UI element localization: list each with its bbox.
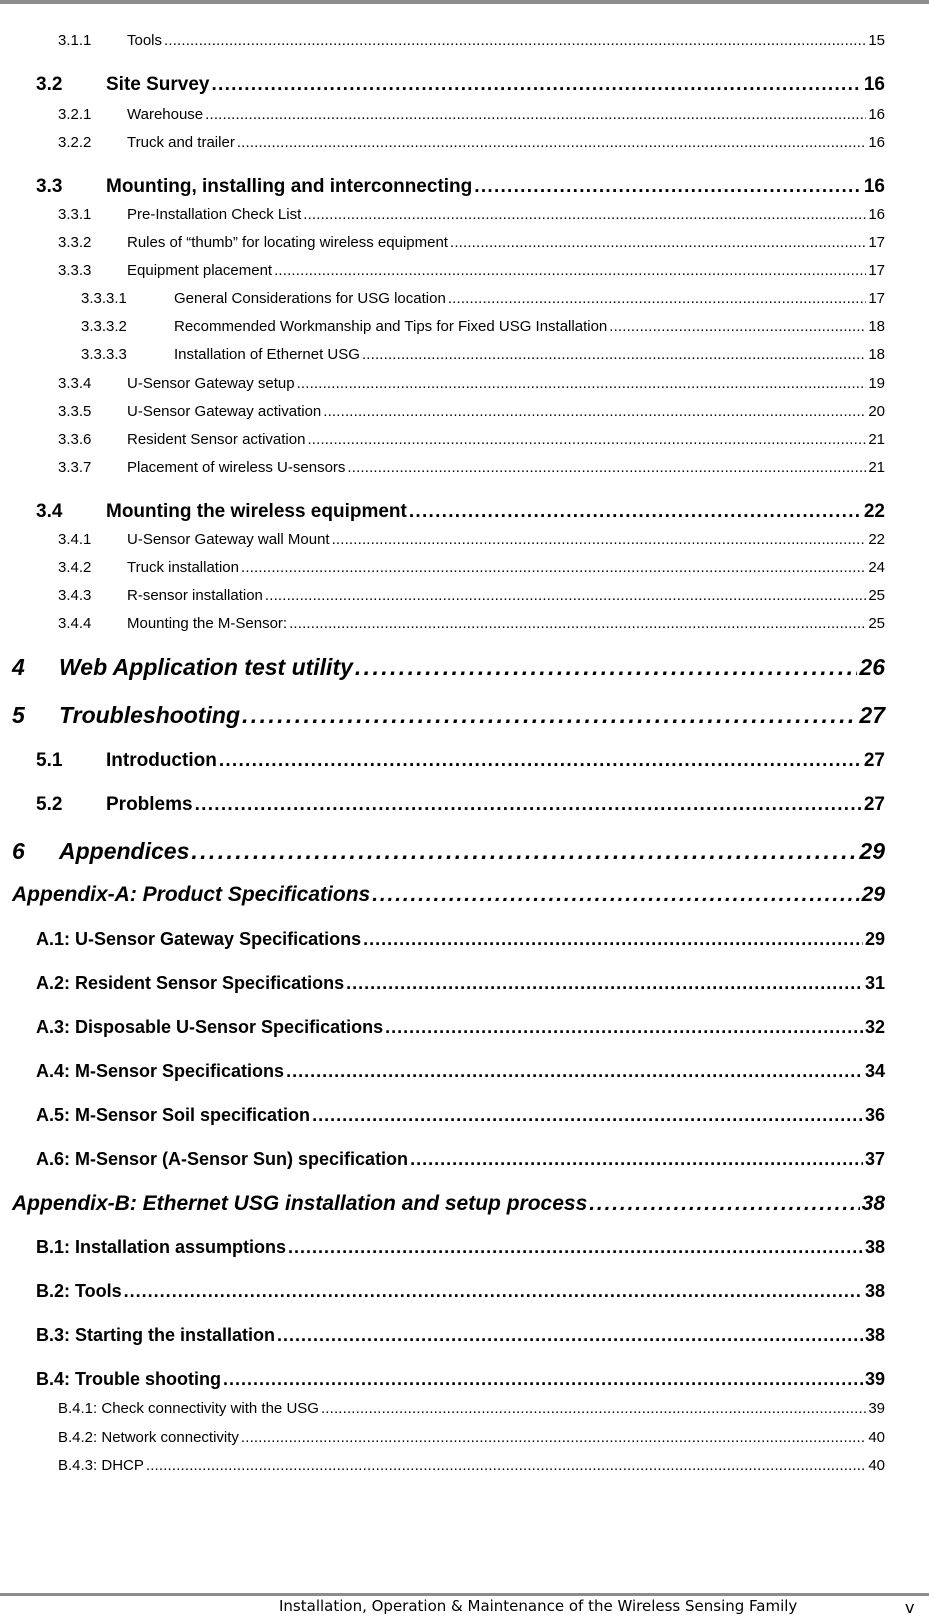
toc-entry-page: 39: [864, 1369, 885, 1389]
toc-entry[interactable]: [81, 346, 885, 363]
toc-dot-leader: [321, 1400, 866, 1417]
toc-entry-page: 27: [863, 794, 885, 815]
footer-page-number: v: [905, 1598, 915, 1617]
toc-dot-leader: [242, 702, 857, 729]
toc-entry-number: 3.3.1: [58, 206, 92, 223]
toc-entry-number: 3.3.3.3: [81, 346, 127, 363]
toc-dot-leader: [124, 1281, 863, 1302]
toc-entry-page: 31: [864, 973, 885, 993]
toc-entry[interactable]: [36, 794, 885, 816]
toc-entry-title: A.1: U-Sensor Gateway Specifications: [36, 929, 362, 949]
toc-entry-page: 20: [868, 403, 885, 420]
toc-entry-page: 38: [864, 1237, 885, 1257]
toc-entry-title: B.4: Trouble shooting: [36, 1369, 221, 1389]
toc-entry[interactable]: [58, 615, 885, 632]
toc-dot-leader: [265, 587, 866, 604]
toc-entry-page: 39: [868, 1400, 885, 1417]
toc-entry-title: Mounting the wireless equipment: [106, 501, 407, 522]
toc-entry-title: General Considerations for USG location: [174, 290, 446, 307]
toc-entry-title: Web Application test utility: [59, 654, 353, 680]
toc-entry-page: 26: [859, 654, 885, 680]
toc-entry-title: Recommended Workmanship and Tips for Fixed USG Installation: [174, 318, 608, 335]
toc-entry-page: 17: [868, 234, 885, 251]
toc-entry[interactable]: [36, 973, 885, 994]
toc-entry-title: Appendix-B: Ethernet USG installation and setup process: [12, 1192, 588, 1215]
toc-dot-leader: [274, 262, 866, 279]
toc-dot-leader: [372, 883, 859, 907]
toc-entry-number: 3.3.3: [58, 262, 92, 279]
toc-entry[interactable]: [81, 318, 885, 335]
toc-entry-title: Mounting, installing and interconnecting: [106, 176, 473, 197]
toc-entry-page: 17: [868, 290, 885, 307]
toc-dot-leader: [288, 1237, 863, 1258]
toc-entry-title: Pre-Installation Check List: [127, 206, 302, 223]
toc-entry-page: 17: [868, 262, 885, 279]
toc-entry-title: B.4.2: Network connectivity: [58, 1429, 239, 1446]
toc-entry-page: 32: [864, 1017, 885, 1037]
toc-entry-title: Installation of Ethernet USG: [174, 346, 360, 363]
toc-entry[interactable]: [36, 74, 885, 96]
toc-entry-page: 19: [868, 375, 885, 392]
toc-dot-leader: [609, 318, 866, 335]
toc-entry-number: 3.2: [36, 74, 63, 95]
toc-entry-number: 3.3.6: [58, 431, 92, 448]
toc-entry[interactable]: [12, 883, 885, 907]
toc-dot-leader: [355, 654, 858, 681]
toc-dot-leader: [195, 794, 862, 816]
toc-entry-title: B.1: Installation assumptions: [36, 1237, 287, 1257]
toc-dot-leader: [385, 1017, 863, 1038]
toc-entry-page: 16: [868, 206, 885, 223]
toc-dot-leader: [450, 234, 866, 251]
toc-entry-number: 3.4.2: [58, 559, 92, 576]
toc-entry-page: 29: [859, 838, 885, 864]
toc-dot-leader: [289, 615, 866, 632]
toc-entry[interactable]: [58, 1429, 885, 1446]
toc-entry-title: Mounting the M-Sensor:: [127, 615, 288, 632]
toc-entry-page: 36: [864, 1105, 885, 1125]
toc-entry[interactable]: [36, 1237, 885, 1258]
toc-entry[interactable]: [36, 1281, 885, 1302]
toc-entry-page: 29: [864, 929, 885, 949]
toc-entry-page: 27: [863, 750, 885, 771]
toc-entry-number: 3.3.2: [58, 234, 92, 251]
toc-entry-number: 3.4.4: [58, 615, 92, 632]
toc-entry[interactable]: [12, 838, 885, 865]
toc-entry-title: B.2: Tools: [36, 1281, 122, 1301]
toc-entry-page: 22: [868, 531, 885, 548]
toc-entry-number: 3.3.5: [58, 403, 92, 420]
toc-entry-title: Introduction: [106, 750, 217, 771]
toc-entry-number: 3.4.1: [58, 531, 92, 548]
toc-entry[interactable]: [12, 654, 885, 681]
toc-entry[interactable]: [58, 134, 885, 151]
toc-entry-title: Truck installation: [127, 559, 239, 576]
toc-entry[interactable]: [58, 403, 885, 420]
toc-dot-leader: [448, 290, 867, 307]
toc-entry-page: 34: [864, 1061, 885, 1081]
footer-rule: [0, 1593, 929, 1596]
toc-entry-title: U-Sensor Gateway activation: [127, 403, 322, 420]
toc-dot-leader: [212, 74, 862, 96]
toc-entry-page: 21: [868, 459, 885, 476]
toc-entry-title: A.6: M-Sensor (A-Sensor Sun) specification: [36, 1149, 409, 1169]
toc-entry-title: U-Sensor Gateway setup: [127, 375, 295, 392]
toc-entry-number: 5.1: [36, 750, 63, 771]
toc-entry[interactable]: [36, 1105, 885, 1126]
toc-entry-number: 3.4: [36, 501, 63, 522]
toc-entry-page: 37: [864, 1149, 885, 1169]
toc-entry-page: 25: [868, 587, 885, 604]
toc-entry[interactable]: [58, 1400, 885, 1417]
toc-entry[interactable]: [81, 290, 885, 307]
toc-entry[interactable]: [58, 206, 885, 223]
toc-entry-number: 3.3.7: [58, 459, 92, 476]
toc-entry-number: 4: [12, 654, 25, 680]
toc-entry-number: 3.3.4: [58, 375, 92, 392]
toc-dot-leader: [219, 750, 862, 772]
toc-dot-leader: [303, 206, 866, 223]
toc-entry-page: 40: [868, 1457, 885, 1474]
toc-dot-leader: [297, 375, 867, 392]
toc-entry-title: A.3: Disposable U-Sensor Specifications: [36, 1017, 384, 1037]
toc-dot-leader: [474, 176, 862, 198]
toc-dot-leader: [223, 1369, 863, 1390]
toc-entry-title: A.4: M-Sensor Specifications: [36, 1061, 285, 1081]
toc-entry-page: 40: [868, 1429, 885, 1446]
toc-entry[interactable]: [36, 1017, 885, 1038]
toc-entry-page: 27: [859, 702, 885, 728]
toc-entry[interactable]: [58, 375, 885, 392]
toc-entry-number: 3.3.3.1: [81, 290, 127, 307]
toc-entry[interactable]: [58, 32, 885, 49]
toc-entry-title: Rules of “thumb” for locating wireless equipment: [127, 234, 448, 251]
toc-entry-page: 18: [868, 346, 885, 363]
toc-dot-leader: [286, 1061, 863, 1082]
toc-dot-leader: [191, 838, 857, 865]
toc-entry-title: Warehouse: [127, 106, 204, 123]
toc-entry-page: 22: [863, 501, 885, 522]
top-rule: [0, 0, 929, 4]
toc-entry-title: U-Sensor Gateway wall Mount: [127, 531, 330, 548]
toc-entry-number: 5: [12, 702, 25, 728]
toc-dot-leader: [205, 106, 866, 123]
toc-entry-page: 24: [868, 559, 885, 576]
toc-entry-title: B.4.3: DHCP: [58, 1457, 144, 1474]
toc-entry[interactable]: [12, 702, 885, 729]
toc-entry[interactable]: [36, 1325, 885, 1346]
toc-entry-page: 29: [861, 883, 885, 906]
toc-entry-title: Problems: [106, 794, 193, 815]
toc-entry-number: 3.2.2: [58, 134, 92, 151]
toc-entry-title: Appendix-A: Product Specifications: [12, 883, 371, 906]
toc-entry[interactable]: [58, 106, 885, 123]
toc-entry-number: 6: [12, 838, 25, 864]
toc-entry[interactable]: [58, 531, 885, 548]
toc-entry-title: Resident Sensor activation: [127, 431, 306, 448]
toc-entry-page: 25: [868, 615, 885, 632]
toc-entry-title: A.2: Resident Sensor Specifications: [36, 973, 345, 993]
toc-dot-leader: [347, 459, 866, 476]
toc-dot-leader: [410, 1149, 863, 1170]
toc-entry-number: 3.1.1: [58, 32, 92, 49]
toc-entry-page: 21: [868, 431, 885, 448]
toc-dot-leader: [362, 346, 866, 363]
toc-entry[interactable]: [58, 234, 885, 251]
toc-entry[interactable]: [36, 176, 885, 198]
toc-entry[interactable]: [36, 1149, 885, 1170]
toc-dot-leader: [323, 403, 866, 420]
toc-entry-page: 16: [868, 106, 885, 123]
toc-entry-title: Appendices: [59, 838, 190, 864]
toc-entry-title: A.5: M-Sensor Soil specification: [36, 1105, 311, 1125]
toc-dot-leader: [277, 1325, 863, 1346]
toc-entry-page: 15: [868, 32, 885, 49]
toc-entry-title: B.3: Starting the installation: [36, 1325, 276, 1345]
toc-entry-title: B.4.1: Check connectivity with the USG: [58, 1400, 319, 1417]
toc-entry[interactable]: [58, 459, 885, 476]
toc-dot-leader: [363, 929, 863, 950]
toc-dot-leader: [307, 431, 866, 448]
toc-dot-leader: [241, 1429, 866, 1446]
toc-entry-number: 5.2: [36, 794, 63, 815]
toc-entry-page: 38: [864, 1325, 885, 1345]
toc-entry-number: 3.3: [36, 176, 63, 197]
toc-dot-leader: [241, 559, 866, 576]
toc-entry[interactable]: [58, 587, 885, 604]
toc-entry[interactable]: [58, 559, 885, 576]
toc-entry-title: Truck and trailer: [127, 134, 235, 151]
toc-entry-title: Equipment placement: [127, 262, 273, 279]
toc-dot-leader: [589, 1192, 859, 1216]
toc-dot-leader: [312, 1105, 863, 1126]
toc-entry[interactable]: [58, 431, 885, 448]
toc-dot-leader: [346, 973, 863, 994]
toc-entry-page: 38: [864, 1281, 885, 1301]
toc-entry-title: Troubleshooting: [59, 702, 241, 728]
toc-entry-title: R-sensor installation: [127, 587, 263, 604]
toc-dot-leader: [409, 501, 862, 523]
toc-entry[interactable]: [36, 1061, 885, 1082]
toc-entry[interactable]: [36, 750, 885, 772]
toc-dot-leader: [164, 32, 866, 49]
toc-entry[interactable]: [12, 1192, 885, 1216]
toc-dot-leader: [332, 531, 867, 548]
toc-entry[interactable]: [36, 501, 885, 523]
toc-entry-page: 16: [868, 134, 885, 151]
toc-entry-number: 3.2.1: [58, 106, 92, 123]
toc-entry[interactable]: [58, 262, 885, 279]
toc-dot-leader: [237, 134, 867, 151]
toc-entry-page: 16: [863, 176, 885, 197]
toc-entry[interactable]: [36, 1369, 885, 1390]
toc-entry-page: 38: [861, 1192, 885, 1215]
footer-document-title: Installation, Operation & Maintenance of the Wireless Sensing Family: [279, 1597, 798, 1615]
toc-entry-title: Site Survey: [106, 74, 210, 95]
toc-entry-title: Placement of wireless U-sensors: [127, 459, 346, 476]
toc-entry[interactable]: [58, 1457, 885, 1474]
toc-entry[interactable]: [36, 929, 885, 950]
toc-entry-title: Tools: [127, 32, 163, 49]
toc-entry-number: 3.3.3.2: [81, 318, 127, 335]
toc-entry-page: 18: [868, 318, 885, 335]
toc-dot-leader: [146, 1457, 866, 1474]
toc-entry-number: 3.4.3: [58, 587, 92, 604]
toc-entry-page: 16: [863, 74, 885, 95]
